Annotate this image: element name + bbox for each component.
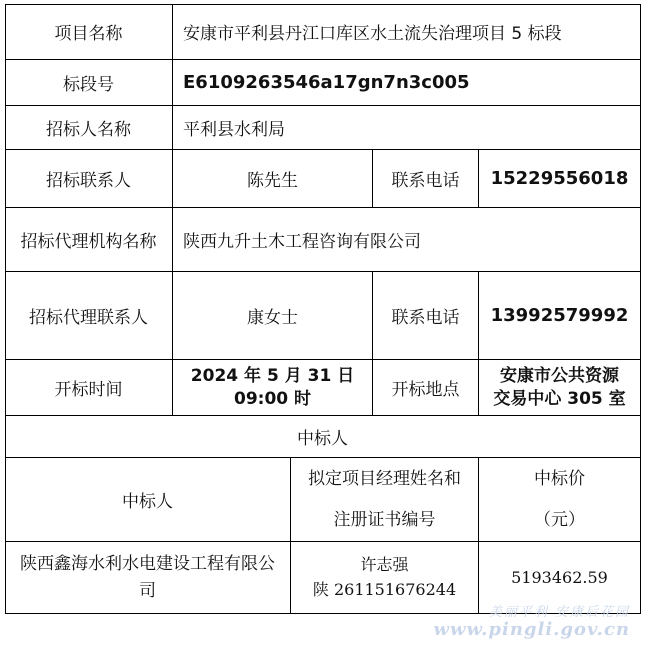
open-place-label: 开标地点 <box>373 360 479 416</box>
tender-contact-value: 陈先生 <box>173 150 373 208</box>
tender-contact-label: 招标联系人 <box>5 150 173 208</box>
manager-cert: 陕 261151676244 <box>312 579 457 599</box>
section-no-value: E6109263546a17gn7n3c005 <box>173 60 641 106</box>
agency-label: 招标代理机构名称 <box>5 208 173 272</box>
open-time-label: 开标时间 <box>5 360 173 416</box>
manager-col-line1: 拟定项目经理姓名和 <box>308 468 461 489</box>
phone-label-1: 联系电话 <box>373 150 479 208</box>
winner-col-header: 中标人 <box>5 458 291 542</box>
price-col-line1: 中标价 <box>534 468 585 489</box>
manager-name: 许志强 <box>360 554 409 574</box>
tenderer-value: 平利县水利局 <box>173 106 641 150</box>
open-time-value <box>173 360 373 416</box>
phone-label-2: 联系电话 <box>373 272 479 360</box>
open-place-value <box>479 360 641 416</box>
agency-contact-label: 招标代理联系人 <box>5 272 173 360</box>
manager-value <box>291 542 479 614</box>
phone-value-1: 15229556018 <box>479 150 641 208</box>
phone-value-2: 13992579992 <box>479 272 641 360</box>
site-watermark <box>433 606 630 640</box>
project-name-value: 安康市平利县丹江口库区水土流失治理项目 5 标段 <box>173 4 641 60</box>
price-col-line2: （元） <box>534 509 585 530</box>
agency-contact-value: 康女士 <box>173 272 373 360</box>
watermark-slogan: 美丽平利 安康后花园 <box>488 604 630 620</box>
winner-section-title: 中标人 <box>5 416 641 458</box>
tenderer-label: 招标人名称 <box>5 106 173 150</box>
agency-value: 陕西九升土木工程咨询有限公司 <box>173 208 641 272</box>
winner-name: 陕西鑫海水利水电建设工程有限公司 <box>20 554 275 601</box>
manager-col-line2: 注册证书编号 <box>333 509 436 530</box>
open-time-date: 2024 年 5 月 31 日 <box>190 366 355 387</box>
open-place-line2: 交易中心 305 室 <box>493 388 626 409</box>
project-name-label: 项目名称 <box>5 4 173 60</box>
open-time-hour: 09:00 时 <box>233 388 312 409</box>
price-value: 5193462.59 <box>479 542 641 614</box>
price-col-header <box>479 458 641 542</box>
winner-value <box>5 542 291 614</box>
open-place-line1: 安康市公共资源 <box>499 366 619 387</box>
section-no-label: 标段号 <box>5 60 173 106</box>
watermark-url: www.pingli.gov.cn <box>433 619 630 641</box>
manager-col-header <box>291 458 479 542</box>
bid-result-table <box>5 4 641 614</box>
